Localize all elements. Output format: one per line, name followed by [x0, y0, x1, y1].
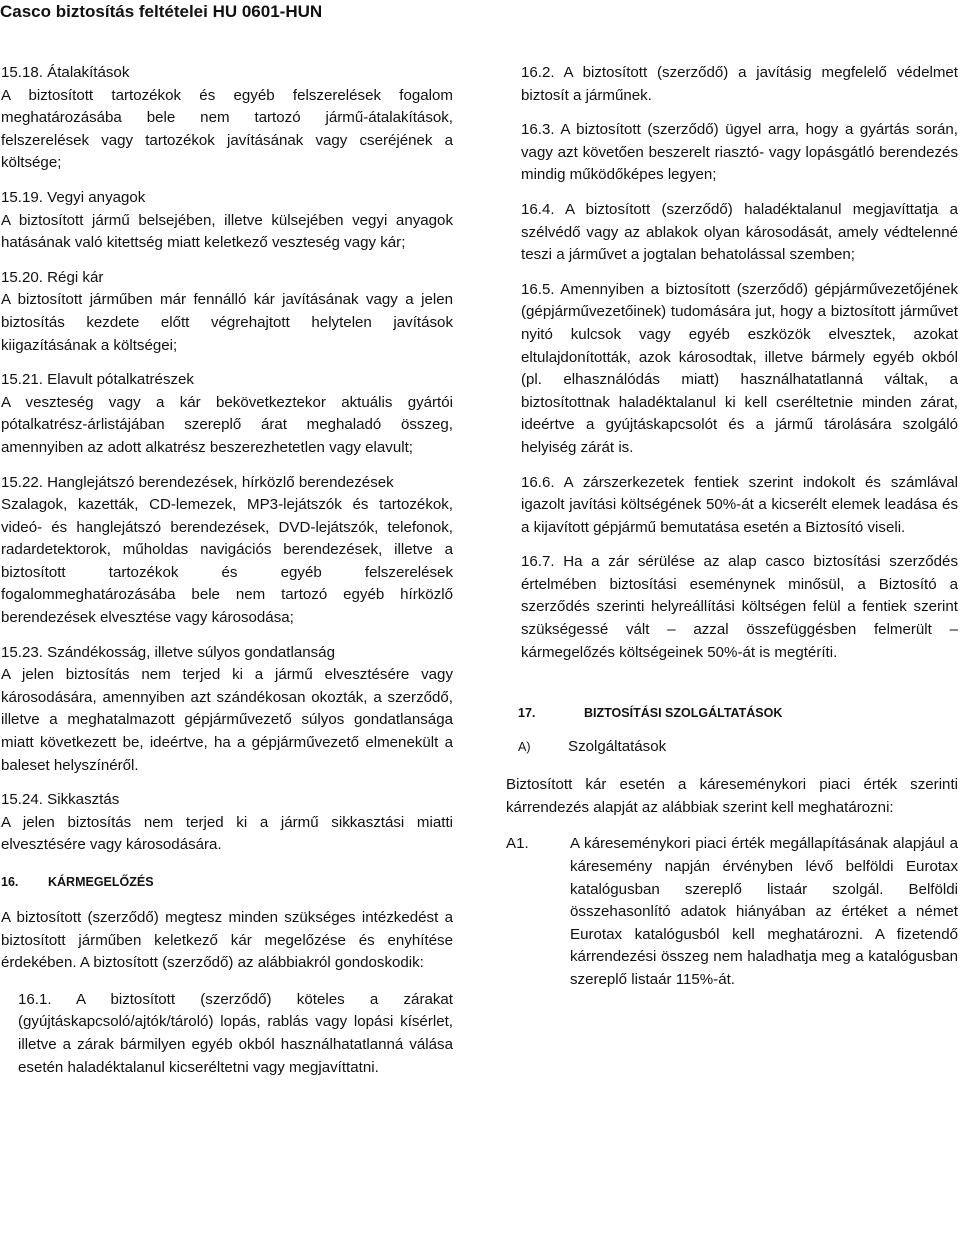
clause-16-5: 16.5. Amennyiben a biztosított (szerződő) gépjárművezetőjének (gépjárművezetőinek) tudomására jut, hogy a biztosított járművet nyitó kulcsok vagy egyéb eszközök elvesztek, azokat eltulajdonították, azok károsodtak, illetve bármely egyéb okból (pl. elhasználódás miatt) használhatatlanná váltak, a biztosítottnak haladéktalanul ki kell cseréltetnie minden zárat, ideértve a gyújtáskapcsolót és a jármű tárolására szolgáló helyiség zárát is.: [521, 280, 958, 456]
section-17-intro: Biztosított kár esetén a káreseménykori piaci érték szerinti kárrendezés alapját az alábbiak szerint kell meghatározni:: [506, 776, 958, 816]
clause-16-3: 16.3. A biztosított (szerződő) ügyel arra, hogy a gyártás során, vagy azt követően beszerelt riasztó- vagy lopásgátló berendezés mindig működőképes legyen;: [521, 121, 958, 184]
clause-16-1: 16.1. A biztosított (szerződő) köteles a zárakat (gyújtáskapcsoló/ajtók/tároló) lopás, rablás vagy lopási kísérlet, illetve a zárak bármilyen egyéb okból használhatatlanná válása esetén haladéktalanul kicseréltetni vagy megjavíttatni.: [18, 990, 453, 1076]
clause-16-2: 16.2. A biztosított (szerződő) a javításig megfelelő védelmet biztosít a járműnek.: [521, 64, 958, 104]
section-number: 16.: [1, 875, 19, 889]
list-item-label: A1.: [506, 835, 529, 853]
exclusion-15-18: [1, 62, 453, 175]
section-16-intro: A biztosított (szerződő) megtesz minden szükséges intézkedést a biztosított járműben keletkező kár megelőzése és enyhítése érdekében. A biztosított (szerződő) az alábbiakról gondoskodik:: [1, 909, 453, 972]
section-17-heading: [518, 700, 958, 726]
exclusion-15-23: [1, 642, 453, 778]
clause-16-4: 16.4. A biztosított (szerződő) haladéktalanul megjavíttatja a szélvédő vagy az ablakok olyan károsodását, amely védtelenné teszi a járművet a jogtalan behatolással szemben;: [521, 200, 958, 264]
exclusion-15-22: [1, 472, 453, 630]
section-body: A biztosított tartozékok és egyéb felszerelések fogalom meghatározásába bele nem tartozó jármű-átalakítások, felszerelések vagy tartozékok javításának vagy cseréjének a költsége;: [1, 86, 453, 172]
list-item-a1: [506, 833, 958, 991]
section-title: 15.18. Átalakítások: [1, 64, 130, 81]
section-16-heading: [1, 869, 453, 895]
section-title: 15.22. Hanglejátszó berendezések, hírközlő berendezések: [1, 473, 394, 491]
section-body: A biztosított jármű belsejében, illetve külsejében vegyi anyagok hatásának való kitettség miatt keletkező veszteség vagy kár;: [1, 211, 453, 252]
subsection-a-heading: [518, 734, 958, 760]
section-body: A biztosított járműben már fennálló kár javításának vagy a jelen biztosítás kezdete előtt végrehajtott helytelen javítások kiigazításának a költségei;: [1, 291, 453, 354]
exclusion-15-20: [1, 267, 453, 357]
subsection-letter: A): [518, 740, 531, 755]
section-body: A jelen biztosítás nem terjed ki a jármű elvesztésére vagy károsodására, amennyiben azt szándékosan okozták, a szerződő, illetve a meghatalmazott gépjárművezető súlyos gondatlansága miatt következett be, ideértve, ha a gépjárművezető elmenekült a baleset helyszínéről.: [1, 666, 453, 774]
section-title: 15.19. Vegyi anyagok: [1, 188, 146, 206]
section-heading-text: KÁRMEGELŐZÉS: [48, 875, 154, 889]
right-column: [506, 62, 958, 992]
section-title: 15.24. Sikkasztás: [1, 791, 120, 809]
section-title: 15.23. Szándékosság, illetve súlyos gondatlanság: [1, 643, 335, 661]
left-column: [1, 62, 453, 1091]
section-body: A jelen biztosítás nem terjed ki a jármű sikkasztási miatti elvesztésére vagy károsodására.: [1, 813, 453, 854]
list-item-text: A káreseménykori piaci érték megállapításának alapjául a káresemény napján érvényben lévő belföldi Eurotax katalógusban szereplő listaár szolgál. Belföldi összehasonlító adatok hiányában az értéket a német Eurotax katalógusból kell meghatározni. A fizetendő kárrendezési összeg nem haladhatja meg a katalógusban szereplő listaár 115%-át.: [570, 835, 958, 988]
section-title: 15.20. Régi kár: [1, 268, 104, 286]
exclusion-15-21: [1, 369, 453, 459]
exclusion-15-19: [1, 187, 453, 255]
section-body: Szalagok, kazetták, CD-lemezek, MP3-lejátszók és tartozékok, videó- és hanglejátszó berendezések, DVD-lejátszók, telefonok, radardetektorok, műholdas navigációs berendezések, illetve a biztosított tartozékok és egyéb felszerelések fogalommeghatározásába bele nem tartozó egyéb hírközlő berendezések elvesztése vagy károsodása;: [1, 496, 453, 627]
subsection-title: Szolgáltatások: [568, 738, 667, 756]
section-body: A veszteség vagy a kár bekövetkeztekor aktuális gyártói pótalkatrész-árlistájában szereplő árat meghaladó összeg, amennyiben az adott alkatrész beszerezhetetlen vagy elavult;: [1, 393, 453, 456]
clause-16-6: 16.6. A zárszerkezetek fentiek szerint indokolt és számlával igazolt javítási költségének 50%-át a kicserélt elemek leadása és a kijavított gépjármű bemutatása esetén a Biztosító viseli.: [521, 473, 958, 536]
clause-16-7: 16.7. Ha a zár sérülése az alap casco biztosítási szerződés értelmében biztosítási eseménynek minősül, a Biztosító a szerződés szerinti helyreállítási költségen felül a fentiek szerint szükségessé vált – azzal összefüggésben felmerült – kármegelőzés költségeinek 50%-át is megtéríti.: [521, 553, 958, 661]
section-heading-text: BIZTOSÍTÁSI SZOLGÁLTATÁSOK: [584, 706, 783, 721]
section-number: 17.: [518, 706, 536, 721]
document-title: Casco biztosítás feltételei HU 0601-HUN: [0, 2, 323, 21]
exclusion-15-24: [1, 789, 453, 857]
section-title: 15.21. Elavult pótalkatrészek: [1, 371, 194, 389]
